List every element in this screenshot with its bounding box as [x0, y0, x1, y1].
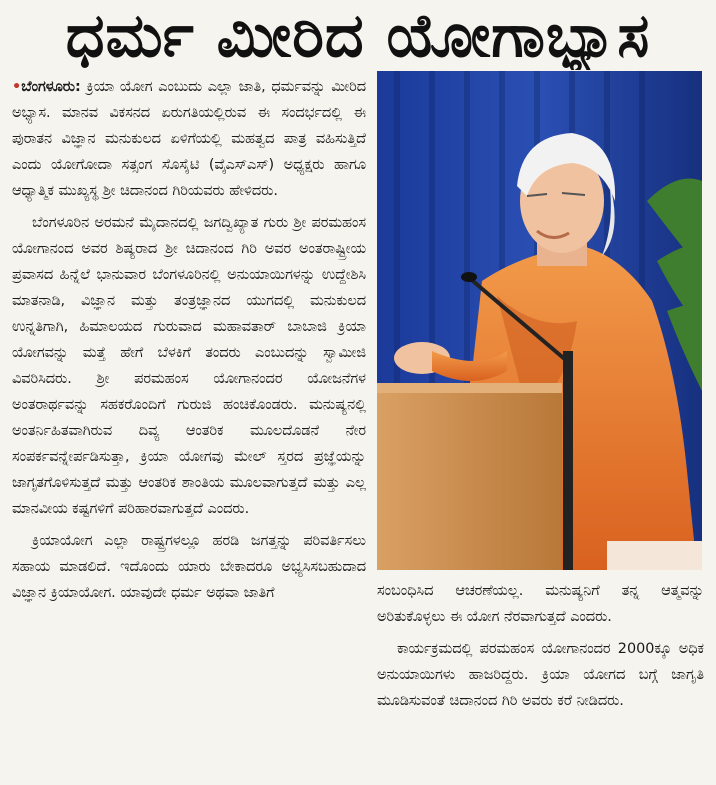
speaker-photo	[377, 71, 702, 570]
article-right-column	[377, 578, 704, 782]
article-paragraph-4: ಸಂಬಂಧಿಸಿದ ಆಚರಣೆಯಲ್ಲ. ಮನುಷ್ಯನಿಗೆ ತನ್ನ ಆತ್ಮವನ್ನು ಅರಿತುಕೊಳ್ಳಲು ಈ ಯೋಗ ನೆರವಾಗುತ್ತದೆ ಎಂದರು.	[377, 583, 704, 625]
article-paragraph-3: ಕ್ರಿಯಾಯೋಗ ಎಲ್ಲಾ ರಾಷ್ಟ್ರಗಳಲ್ಲೂ ಹರಡಿ ಜಗತ್ತನ್ನು ಪರಿವರ್ತಿಸಲು ಸಹಾಯ ಮಾಡಲಿದೆ. ಇದೊಂದು ಯಾರು ಬೇಕಾದರೂ ಅಭ್ಯಸಿಸಬಹುದಾದ ವಿಜ್ಞಾನ ಕ್ರಿಯಾಯೋಗ. ಯಾವುದೇ ಧರ್ಮ ಅಥವಾ ಜಾತಿಗೆ	[12, 533, 366, 601]
article-paragraph-1	[12, 74, 366, 204]
paragraph-text: ಕ್ರಿಯಾ ಯೋಗ ಎಂಬುದು ಎಲ್ಲಾ ಜಾತಿ, ಧರ್ಮವನ್ನು ಮೀರಿದ ಅಭ್ಯಾಸ. ಮಾನವ ವಿಕಸನದ ಏರುಗತಿಯಲ್ಲಿರುವ ಈ ಸಂದರ್ಭದಲ್ಲಿ ಈ ಪುರಾತನ ವಿಜ್ಞಾನ ಮನುಕುಲದ ಏಳಿಗೆಯಲ್ಲಿ ಮಹತ್ವದ ಪಾತ್ರ ವಹಿಸುತ್ತಿದೆ ಎಂದು ಯೋಗೋದಾ ಸತ್ಸಂಗ ಸೊಸೈಟಿ (ವೈಎಸ್‌ಎಸ್) ಅಧ್ಯಕ್ಷರು ಹಾಗೂ ಆಧ್ಯಾತ್ಮಿಕ ಮುಖ್ಯಸ್ಥ ಶ್ರೀ ಚಿದಾನಂದ ಗಿರಿಯವರು ಹೇಳಿದರು.	[12, 79, 366, 199]
article-left-column	[12, 74, 366, 782]
article-paragraph-5: ಕಾರ್ಯಕ್ರಮದಲ್ಲಿ ಪರಮಹಂಸ ಯೋಗಾನಂದರ 2000ಕ್ಕೂ ಅಧಿಕ ಅನುಯಾಯಿಗಳು ಹಾಜರಿದ್ದರು. ಕ್ರಿಯಾ ಯೋಗದ ಬಗ್ಗೆ ಜಾಗೃತಿ ಮೂಡಿಸುವಂತೆ ಚಿದಾನಂದ ಗಿರಿ ಅವರು ಕರೆ ನೀಡಿದರು.	[377, 641, 704, 709]
article-paragraph-2: ಬೆಂಗಳೂರಿನ ಅರಮನೆ ಮೈದಾನದಲ್ಲಿ ಜಗದ್ವಿಖ್ಯಾತ ಗುರು ಶ್ರೀ ಪರಮಹಂಸ ಯೋಗಾನಂದ ಅವರ ಶಿಷ್ಯರಾದ ಶ್ರೀ ಚಿದಾನಂದ ಗಿರಿ ಅವರ ಅಂತರಾಷ್ಟ್ರೀಯ ಪ್ರವಾಸದ ಹಿನ್ನೆಲೆ ಭಾನುವಾರ ಬೆಂಗಳೂರಿನಲ್ಲಿ ಅನುಯಾಯಿಗಳನ್ನು ಉದ್ದೇಶಿಸಿ ಮಾತನಾಡಿ, ವಿಜ್ಞಾನ ಮತ್ತು ತಂತ್ರಜ್ಞಾನದ ಯುಗದಲ್ಲಿ ಮನುಕುಲದ ಉನ್ನತಿಗಾಗಿ, ಹಿಮಾಲಯದ ಗುರುವಾದ ಮಹಾವತಾರ್ ಬಾಬಾಜಿ ಕ್ರಿಯಾ ಯೋಗವನ್ನು ಮತ್ತೆ ಹೇಗೆ ಬೆಳಕಿಗೆ ತಂದರು ಎಂಬುದನ್ನು ಸ್ವಾಮೀಜಿ ವಿವರಿಸಿದರು. ಶ್ರೀ ಪರಮಹಂಸ ಯೋಗಾನಂದರ ಯೋಜನೆಗಳ ಅಂತರಾರ್ಥವನ್ನು ಸಹಕರೊಂದಿಗೆ ಗುರುಜಿ ಹಂಚಿಕೊಂಡರು. ಮನುಷ್ಯನಲ್ಲಿ ಅಂತರ್ನಿಹಿತವಾಗಿರುವ ದಿವ್ಯ ಆಂತರಿಕ ಮೂಲದೊಡನೆ ನೇರ ಸಂಪರ್ಕವನ್ನೇರ್ಪಡಿಸುತ್ತಾ, ಕ್ರಿಯಾ ಯೋಗವು ಮೇಲ್ ಸ್ತರದ ಪ್ರಜ್ಞೆಯನ್ನು ಜಾಗೃತಗೊಳಿಸುತ್ತದೆ ಮತ್ತು ಆಂತರಿಕ ಶಾಂತಿಯ ಮೂಲವಾಗುತ್ತದೆ ಮತ್ತು ಎಲ್ಲ ಮಾನವೀಯ ಕಷ್ಟಗಳಿಗೆ ಪರಿಹಾರವಾಗುತ್ತದೆ ಎಂದರು.	[12, 215, 366, 517]
bullet-icon: •	[12, 79, 22, 95]
speaker-photo-image	[377, 71, 702, 570]
headline: ಧರ್ಮ ಮೀರಿದ ಯೋಗಾಭ್ಯಾಸ	[65, 2, 651, 70]
dateline: ಬೆಂಗಳೂರು:	[21, 79, 81, 95]
